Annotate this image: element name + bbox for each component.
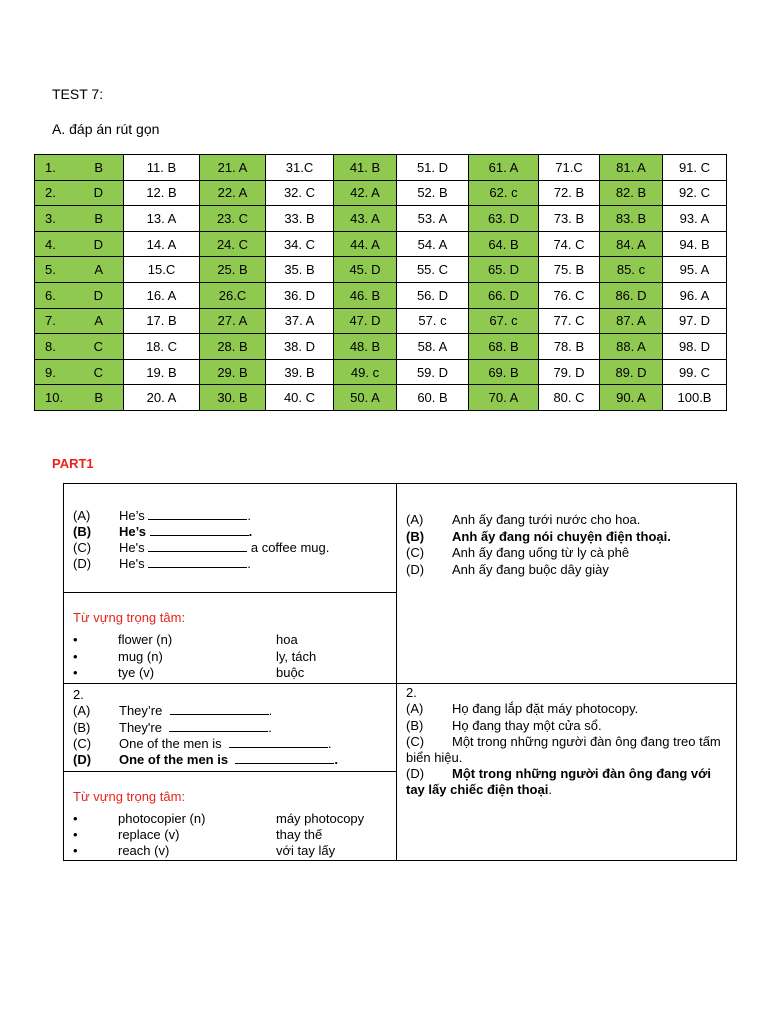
answer-cell: 68. B <box>469 334 539 360</box>
answer-cell: 63. D <box>469 206 539 232</box>
q1-option-c: (C) He's a coffee mug. <box>73 540 330 555</box>
answer-cell: 20. A <box>124 385 200 411</box>
answer-cell <box>35 180 124 206</box>
answer-cell: 30. B <box>200 385 266 411</box>
answer-cell: 21. A <box>200 155 266 181</box>
answer-cell <box>35 282 124 308</box>
answer-row <box>35 180 727 206</box>
answer-cell: 73. B <box>539 206 600 232</box>
answer-cell: 94. B <box>663 231 727 257</box>
q2-translation-b: (B) Họ đang thay một cửa sổ. <box>406 718 602 733</box>
answer-cell: 65. D <box>469 257 539 283</box>
answer-cell: 93. A <box>663 206 727 232</box>
answer-cell: 96. A <box>663 282 727 308</box>
answer-row <box>35 257 727 283</box>
q2-translation-a: (A) Họ đang lắp đặt máy photocopy. <box>406 701 639 716</box>
answer-letter: A <box>94 262 103 278</box>
answer-cell: 59. D <box>397 359 469 385</box>
answer-cell: 22. A <box>200 180 266 206</box>
answer-row <box>35 308 727 334</box>
answer-cell: 16. A <box>124 282 200 308</box>
answer-cell: 85. c <box>600 257 663 283</box>
question-number: 3. <box>45 210 56 226</box>
question-number: 7. <box>45 313 56 329</box>
answer-cell: 71.C <box>539 155 600 181</box>
answer-cell: 100.B <box>663 385 727 411</box>
answer-cell: 23. C <box>200 206 266 232</box>
q2-vocab-item: • replace (v) thay thế <box>73 827 323 842</box>
answer-cell: 25. B <box>200 257 266 283</box>
answer-cell: 42. A <box>334 180 397 206</box>
answer-cell: 29. B <box>200 359 266 385</box>
answer-cell: 12. B <box>124 180 200 206</box>
answer-cell: 14. A <box>124 231 200 257</box>
q1-vocab-item: • mug (n) ly, tách <box>73 649 317 664</box>
answer-row <box>35 282 727 308</box>
answer-cell: 26.C <box>200 282 266 308</box>
answer-cell: 76. C <box>539 282 600 308</box>
answer-row <box>35 385 727 411</box>
q2-translation-c: (C) Một trong những người đàn ông đang treo tấm biển hiệu. <box>406 734 721 765</box>
answer-cell: 36. D <box>266 282 334 308</box>
q1-translation-a: (A) Anh ấy đang tưới nước cho hoa. <box>406 512 641 527</box>
answer-cell: 55. C <box>397 257 469 283</box>
answer-cell: 64. B <box>469 231 539 257</box>
answer-cell: 87. A <box>600 308 663 334</box>
answer-cell: 44. A <box>334 231 397 257</box>
answer-cell: 58. A <box>397 334 469 360</box>
q2-option-c: (C) One of the men is . <box>73 736 332 751</box>
answer-letter: A <box>94 313 103 329</box>
answer-cell: 66. D <box>469 282 539 308</box>
test-title: TEST 7: <box>52 86 104 102</box>
answer-cell: 39. B <box>266 359 334 385</box>
answer-cell: 11. B <box>124 155 200 181</box>
answer-cell: 41. B <box>334 155 397 181</box>
answer-cell: 24. C <box>200 231 266 257</box>
q2-option-b: (B) They're . <box>73 720 272 735</box>
answer-cell: 91. C <box>663 155 727 181</box>
question-number: 2. <box>45 185 56 201</box>
answer-row <box>35 155 727 181</box>
answer-cell: 62. c <box>469 180 539 206</box>
answer-cell: 35. B <box>266 257 334 283</box>
answer-cell: 37. A <box>266 308 334 334</box>
answer-cell: 84. A <box>600 231 663 257</box>
answer-cell <box>35 334 124 360</box>
column-divider <box>396 483 397 861</box>
q2-vocab-item: • photocopier (n) máy photocopy <box>73 811 365 826</box>
answer-letter: B <box>94 210 103 226</box>
answer-cell: 69. B <box>469 359 539 385</box>
answer-letter: B <box>94 390 103 406</box>
question-number: 4. <box>45 236 56 252</box>
answer-cell: 52. B <box>397 180 469 206</box>
answer-cell: 46. B <box>334 282 397 308</box>
answer-cell: 98. D <box>663 334 727 360</box>
question-divider <box>63 683 737 684</box>
answer-cell: 34. C <box>266 231 334 257</box>
answer-cell <box>35 359 124 385</box>
question-number: 6. <box>45 287 56 303</box>
answer-key-heading: A. đáp án rút gọn <box>52 121 160 137</box>
answer-cell: 48. B <box>334 334 397 360</box>
answer-letter: B <box>94 159 103 175</box>
answer-cell: 72. B <box>539 180 600 206</box>
question-number: 9. <box>45 364 56 380</box>
answer-cell: 79. D <box>539 359 600 385</box>
answer-cell: 31.C <box>266 155 334 181</box>
answer-cell: 95. A <box>663 257 727 283</box>
q2-option-a: (A) They’re . <box>73 703 273 718</box>
q2-vocab-divider <box>63 771 397 772</box>
part-title: PART1 <box>52 456 94 471</box>
answer-cell: 51. D <box>397 155 469 181</box>
q1-translation-c: (C) Anh ấy đang uống từ ly cà phê <box>406 545 630 560</box>
answer-cell: 13. A <box>124 206 200 232</box>
answer-cell: 50. A <box>334 385 397 411</box>
answer-cell: 49. c <box>334 359 397 385</box>
answer-cell: 74. C <box>539 231 600 257</box>
answer-cell: 57. c <box>397 308 469 334</box>
answer-cell: 97. D <box>663 308 727 334</box>
q2-option-d: (D) One of the men is . <box>73 752 338 767</box>
q2-vocab-title: Từ vựng trọng tâm: <box>73 789 186 804</box>
question-number: 10. <box>45 390 64 406</box>
answer-row <box>35 334 727 360</box>
answer-letter: D <box>93 287 103 303</box>
answer-cell: 99. C <box>663 359 727 385</box>
answer-letter: D <box>93 185 103 201</box>
answer-cell: 92. C <box>663 180 727 206</box>
answer-cell: 15.C <box>124 257 200 283</box>
answer-cell: 78. B <box>539 334 600 360</box>
answer-cell: 27. A <box>200 308 266 334</box>
answer-cell: 81. A <box>600 155 663 181</box>
answer-cell: 75. B <box>539 257 600 283</box>
answer-cell: 89. D <box>600 359 663 385</box>
q1-option-b: (B) He’s . <box>73 524 253 539</box>
answer-cell <box>35 206 124 232</box>
q2-translation-number: 2. <box>406 685 417 700</box>
answer-letter: C <box>93 364 103 380</box>
q1-translation-b: (B) Anh ấy đang nói chuyện điện thoại. <box>406 529 671 544</box>
answer-cell: 70. A <box>469 385 539 411</box>
question-number: 5. <box>45 262 56 278</box>
answer-cell: 32. C <box>266 180 334 206</box>
answer-cell: 80. C <box>539 385 600 411</box>
q2-translation-d: (D) Một trong những người đàn ông đang với tay lấy chiếc điện thoại. <box>406 766 711 797</box>
answer-cell: 86. D <box>600 282 663 308</box>
q1-vocab-divider <box>63 592 397 593</box>
answer-cell: 54. A <box>397 231 469 257</box>
q1-vocab-item: • tye (v) buộc <box>73 665 305 680</box>
answer-cell: 90. A <box>600 385 663 411</box>
answer-key-table <box>34 154 727 411</box>
q1-translation-d: (D) Anh ấy đang buộc dây giày <box>406 562 609 577</box>
q1-vocab-title: Từ vựng trọng tâm: <box>73 610 186 625</box>
answer-cell: 38. D <box>266 334 334 360</box>
answer-cell: 19. B <box>124 359 200 385</box>
answer-row <box>35 359 727 385</box>
answer-cell: 67. c <box>469 308 539 334</box>
answer-cell: 18. C <box>124 334 200 360</box>
answer-cell <box>35 385 124 411</box>
answer-cell: 88. A <box>600 334 663 360</box>
answer-cell: 43. A <box>334 206 397 232</box>
answer-cell <box>35 257 124 283</box>
answer-cell: 53. A <box>397 206 469 232</box>
answer-letter: D <box>93 236 103 252</box>
answer-cell <box>35 155 124 181</box>
question-number: 1. <box>45 159 56 175</box>
q2-number: 2. <box>73 687 84 702</box>
answer-cell: 45. D <box>334 257 397 283</box>
answer-row <box>35 206 727 232</box>
answer-row <box>35 231 727 257</box>
answer-cell <box>35 231 124 257</box>
question-number: 8. <box>45 338 56 354</box>
answer-cell: 61. A <box>469 155 539 181</box>
answer-cell: 47. D <box>334 308 397 334</box>
answer-letter: C <box>93 338 103 354</box>
answer-cell <box>35 308 124 334</box>
answer-cell: 33. B <box>266 206 334 232</box>
answer-cell: 28. B <box>200 334 266 360</box>
answer-cell: 83. B <box>600 206 663 232</box>
q2-vocab-item: • reach (v) với tay lấy <box>73 843 336 858</box>
answer-cell: 60. B <box>397 385 469 411</box>
q1-option-a: (A) He’s . <box>73 508 252 523</box>
answer-cell: 77. C <box>539 308 600 334</box>
answer-cell: 82. B <box>600 180 663 206</box>
answer-cell: 40. C <box>266 385 334 411</box>
answer-cell: 17. B <box>124 308 200 334</box>
answer-cell: 56. D <box>397 282 469 308</box>
q1-option-d: (D) He's . <box>73 556 251 571</box>
q1-vocab-item: • flower (n) hoa <box>73 632 298 647</box>
